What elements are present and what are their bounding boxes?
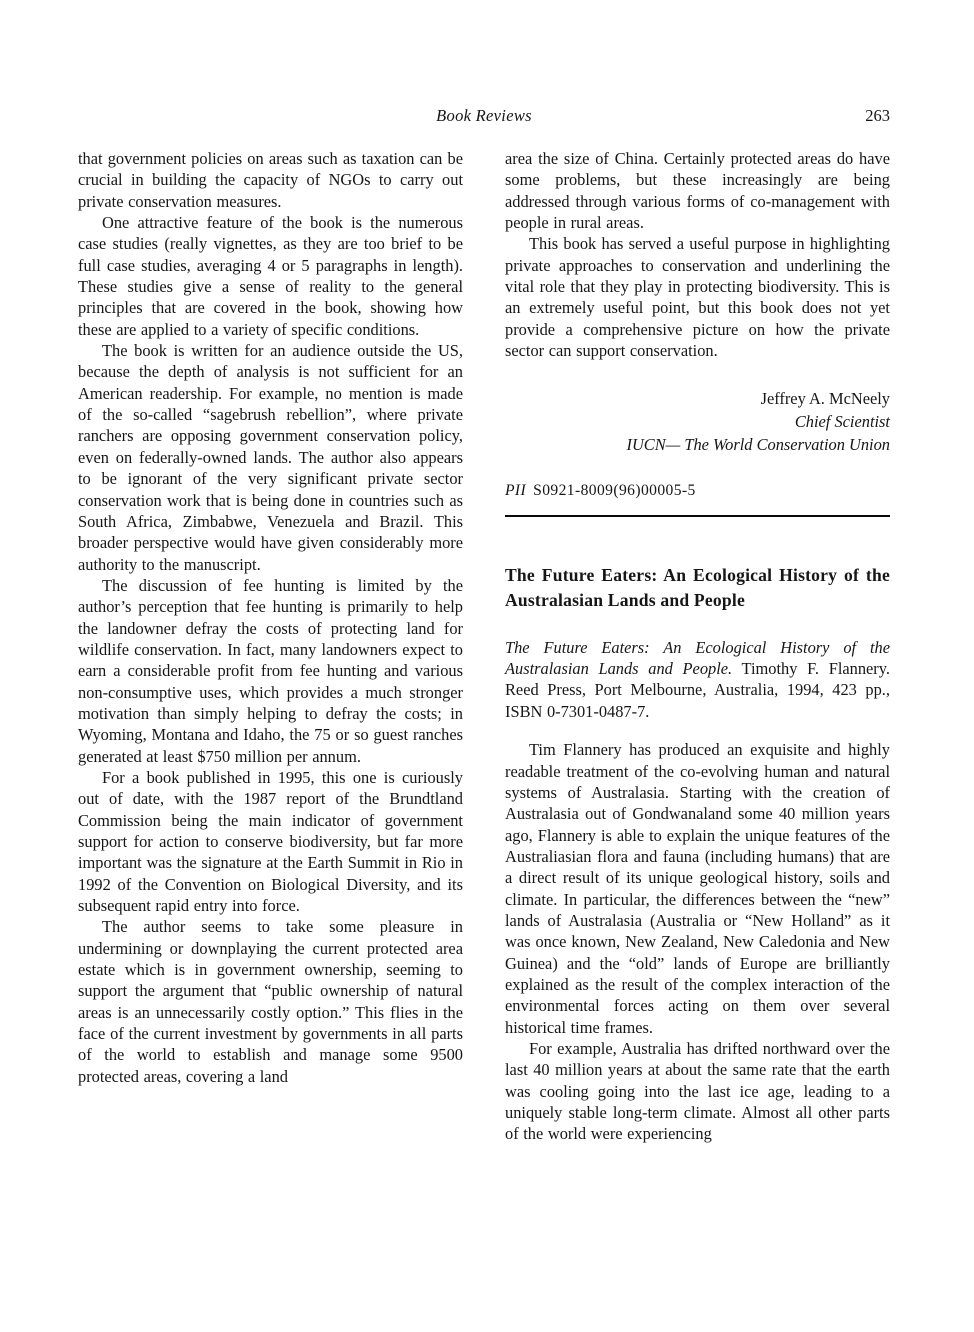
paragraph: This book has served a useful purpose in highlighting private approaches to conservation and underlining the vital role that they play in protecting biodiversity. This is an extremely useful point, but this book does not yet provide a comprehensive picture on how the private sector can support conservation. xyxy=(505,234,890,361)
paragraph: area the size of China. Certainly protected areas do have some problems, but these increasingly are being addressed through various forms of co-management with people in rural areas. xyxy=(505,149,890,233)
review-title: The Future Eaters: An Ecological History of the Australasian Lands and People xyxy=(505,564,890,610)
paragraph: Tim Flannery has produced an exquisite and highly readable treatment of the co-evolving human and natural systems of Australasia. Starting with the creation of Australasia out of Gondwanaland some 40 million years ago, Flannery is able to explain the unique features of the Australiasian flora and fauna (including humans) that are a direct result of its unique geological history, soils and climate. In particular, the differences between the “new” lands of Australasia (Australia or “New Holland” as it was once known, New Zealand, New Caledonia and New Guinea) and the “old” lands of Europe are brilliantly explained as the result of the complex interaction of the environmental forces acting on them over several historical time frames. xyxy=(505,740,890,1037)
right-column xyxy=(505,148,890,1145)
reviewer-name: Jeffrey A. McNeely xyxy=(760,389,890,409)
paragraph: that government policies on areas such as taxation can be crucial in building the capacity of NGOs to carry out private conservation measures. xyxy=(78,149,463,211)
book-citation-title: The Future Eaters: An Ecological History of the Australasian Lands and People. xyxy=(505,637,890,679)
paragraph: The author seems to take some pleasure in undermining or downplaying the current protected area estate which is in government ownership, seeming to support the argument that “public ownership of natural areas is an unnecessarily costly option.” This flies in the face of the current investment by governments in all parts of the world to establish and manage some 9500 protected areas, covering a land xyxy=(78,917,463,1086)
signature-block xyxy=(505,387,890,456)
reviewer-title: Chief Scientist xyxy=(794,412,890,432)
pii-label: PII xyxy=(505,482,527,500)
pii-code: S0921-8009(96)00005-5 xyxy=(533,482,696,500)
page-number: 263 xyxy=(865,106,890,125)
two-column-body xyxy=(78,148,890,1145)
paragraph: For a book published in 1995, this one is curiously out of date, with the 1987 report of the Brundtland Commission being the main indicator of government support for action to conserve biodiversity, but far more important was the signature at the Earth Summit in Rio in 1992 of the Convention on Biological Diversity, and its subsequent rapid entry into force. xyxy=(78,767,463,916)
paragraph: The book is written for an audience outside the US, because the depth of analysis is not sufficient for an American readership. For example, no mention is made of the so-called “sagebrush rebellion”, where private ranchers are opposing government conservation policy, even on federally-owned lands. The author also appears to be ignorant of the very significant private sector conservation work that is being done in countries such as South Africa, Zimbabwe, Venezuela and Brazil. This broader perspective would have given considerably more authority to the manuscript. xyxy=(78,341,463,574)
running-title: Book Reviews xyxy=(436,106,532,125)
page-header xyxy=(78,106,890,128)
pii-line xyxy=(505,480,890,501)
paragraph: The discussion of fee hunting is limited by the author’s perception that fee hunting is primarily to help the landowner defray the costs of protecting land for wildlife conservation. In fact, many landowners expect to earn a considerable profit from fee hunting and various non-consumptive uses, which provides a much stronger motivation than simply helping to defray the costs; in Wyoming, Montana and Idaho, the 75 or so guest ranches generated at least $750 million per annum. xyxy=(78,575,463,766)
book-citation-details: Timothy F. Flannery. Reed Press, Port Melbourne, Australia, 1994, 423 pp., ISBN 0-7301-0487-7. xyxy=(505,659,890,721)
paragraph: For example, Australia has drifted northward over the last 40 million years at about the same rate that the earth was cooling going into the last ice age, leading to a uniquely stable long-term climate. Almost all other parts of the world were experiencing xyxy=(505,1038,890,1144)
section-divider xyxy=(505,515,890,517)
paragraph: One attractive feature of the book is the numerous case studies (really vignettes, as they are too brief to be full case studies, averaging 4 or 5 paragraphs in length). These studies give a sense of reality to the general principles that are covered in the book, showing how these are applied to a variety of specific conditions. xyxy=(78,213,463,339)
reviewer-affiliation: IUCN— The World Conservation Union xyxy=(626,435,890,455)
book-citation xyxy=(505,637,890,722)
left-column xyxy=(78,148,463,1145)
